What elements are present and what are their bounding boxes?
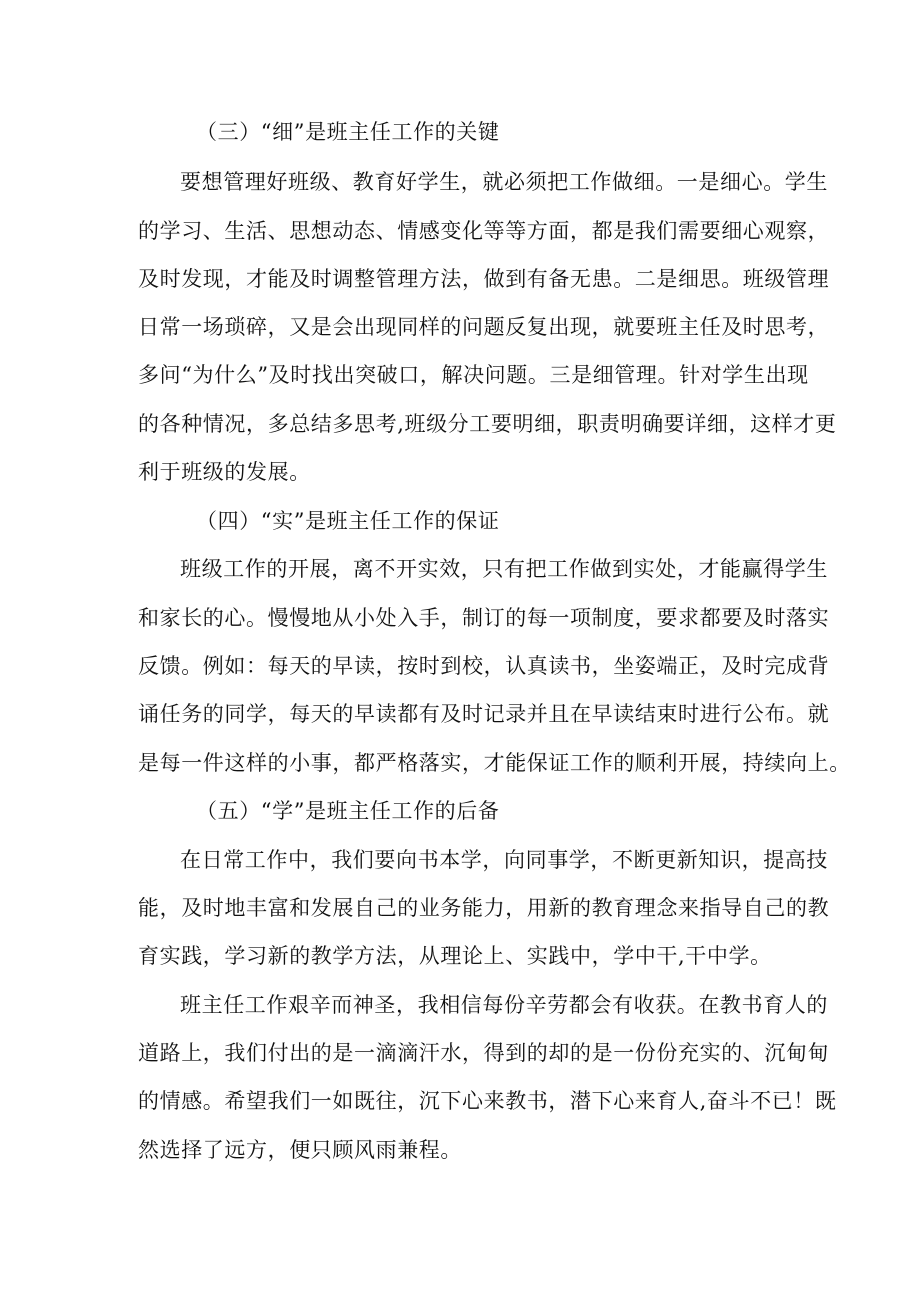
section-heading-3: （三）“细”是班主任工作的关键 (196, 120, 500, 144)
paragraph-line: 能，及时地丰富和发展自己的业务能力，用新的教育理念来指导自己的教 (138, 896, 830, 920)
paragraph-line: 班级工作的开展，离不开实效，只有把工作做到实处，才能赢得学生 (180, 557, 828, 581)
paragraph-line: 多问“为什么”及时找出突破口，解决问题。三是细管理。针对学生出现 (138, 363, 809, 387)
paragraph-line: 和家长的心。慢慢地从小处入手，制订的每一项制度，要求都要及时落实 (138, 606, 830, 630)
paragraph-line: 利于班级的发展。 (138, 460, 311, 484)
paragraph-line: 育实践，学习新的教学方法，从理论上、实践中，学中干,干中学。 (138, 944, 772, 968)
section-heading-5: （五）“学”是班主任工作的后备 (196, 799, 500, 823)
paragraph-line: 班主任工作艰辛而神圣，我相信每份辛劳都会有收获。在教书育人的 (180, 993, 828, 1017)
paragraph-line: 反馈。例如：每天的早读，按时到校，认真读书，坐姿端正，及时完成背 (138, 654, 830, 678)
section-heading-4: （四）“实”是班主任工作的保证 (196, 509, 500, 533)
paragraph-line: 的学习、生活、思想动态、情感变化等等方面，都是我们需要细心观察， (138, 219, 830, 243)
paragraph-line: 在日常工作中，我们要向书本学，向同事学，不断更新知识，提高技 (180, 848, 828, 872)
paragraph-line: 道路上，我们付出的是一滴滴汗水，得到的却的是一份份充实的、沉甸甸 (138, 1041, 830, 1065)
paragraph-line: 然选择了远方，便只顾风雨兼程。 (138, 1138, 462, 1162)
paragraph-line: 日常一场琐碎，又是会出现同样的问题反复出现，就要班主任及时思考， (138, 315, 830, 339)
paragraph-line: 诵任务的同学，每天的早读都有及时记录并且在早读结束时进行公布。就 (138, 702, 830, 726)
paragraph-line: 要想管理好班级、教育好学生，就必须把工作做细。一是细心。学生 (180, 170, 828, 194)
paragraph-line: 是每一件这样的小事，都严格落实，才能保证工作的顺利开展，持续向上。 (138, 751, 851, 775)
paragraph-line: 及时发现，才能及时调整管理方法，做到有备无患。二是细思。班级管理 (138, 267, 830, 291)
paragraph-line: 的情感。希望我们一如既往，沉下心来教书，潜下心来育人,奋斗不已！既 (138, 1089, 837, 1113)
paragraph-line: 的各种情况，多总结多思考,班级分工要明细，职责明确要详细，这样才更 (138, 412, 837, 436)
